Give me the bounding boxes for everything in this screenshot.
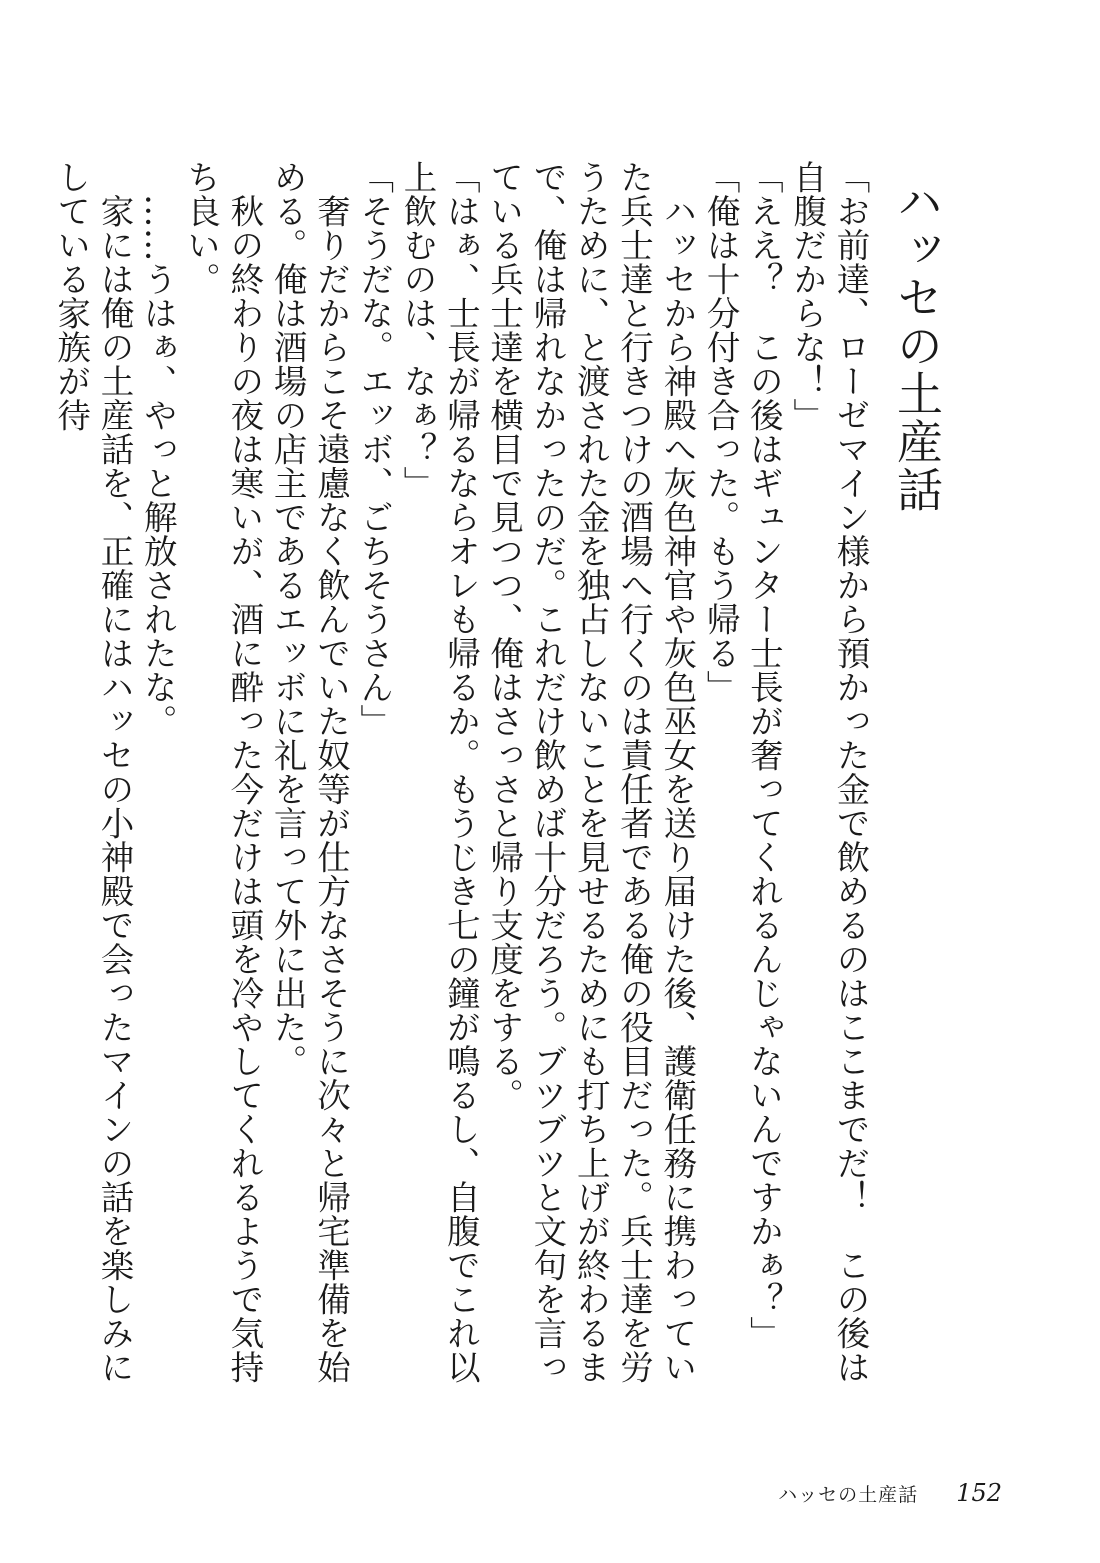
- body-text: [49, 160, 872, 1390]
- chapter-title: ハッセの土産話: [890, 178, 944, 514]
- paragraph: ……うはぁ、やっと解放されたな。: [138, 193, 178, 738]
- paragraph: 「ええ？ この後はギュンター士長が奢ってくれるんじゃないんですかぁ？」: [744, 160, 784, 1350]
- paragraph: ハッセから神殿へ灰色神官や灰色巫女を送り届けた後、護衛任務に携わっていた兵士達と行きつけの酒場へ行くのは責任者である俺の役目だった。兵士達を労うために、と渡された金を独占しないことを見せるためにも打ち上げが終わるまで、俺は帰れなかったのだ。これだけ飲めば十分だろう。ブツブツと文句を言っている兵士達を横目で見つつ、俺はさっさと帰り支度をする。: [484, 160, 697, 1384]
- paragraph: 「そうだな。エッボ、ごちそうさん」: [354, 160, 394, 738]
- running-head: ハッセの土産話: [778, 1484, 919, 1506]
- paragraph: 「お前達、ローゼマイン様から預かった金で飲めるのはここまでだ！ この後は自腹だからな！」: [787, 160, 870, 1384]
- paragraph: 奢りだからこそ遠慮なく飲んでいた奴等が仕方なさそうに次々と帰宅準備を始める。俺は酒場の店主であるエッボに礼を言って外に出た。: [268, 160, 351, 1384]
- paragraph: 「俺は十分付き合った。もう帰る」: [701, 160, 741, 704]
- paragraph: 「はぁ、士長が帰るならオレも帰るか。もうじき七の鐘が鳴るし、自腹でこれ以上飲むのは、なぁ？」: [398, 160, 481, 1384]
- page-number: 152: [956, 1479, 1002, 1507]
- paragraph: 家には俺の土産話を、正確にはハッセの小神殿で会ったマインの話を楽しみにしている家族が待: [51, 160, 134, 1384]
- page-footer: [778, 1479, 1002, 1507]
- paragraph: 秋の終わりの夜は寒いが、酒に酔った今だけは頭を冷やしてくれるようで気持ち良い。: [181, 160, 264, 1384]
